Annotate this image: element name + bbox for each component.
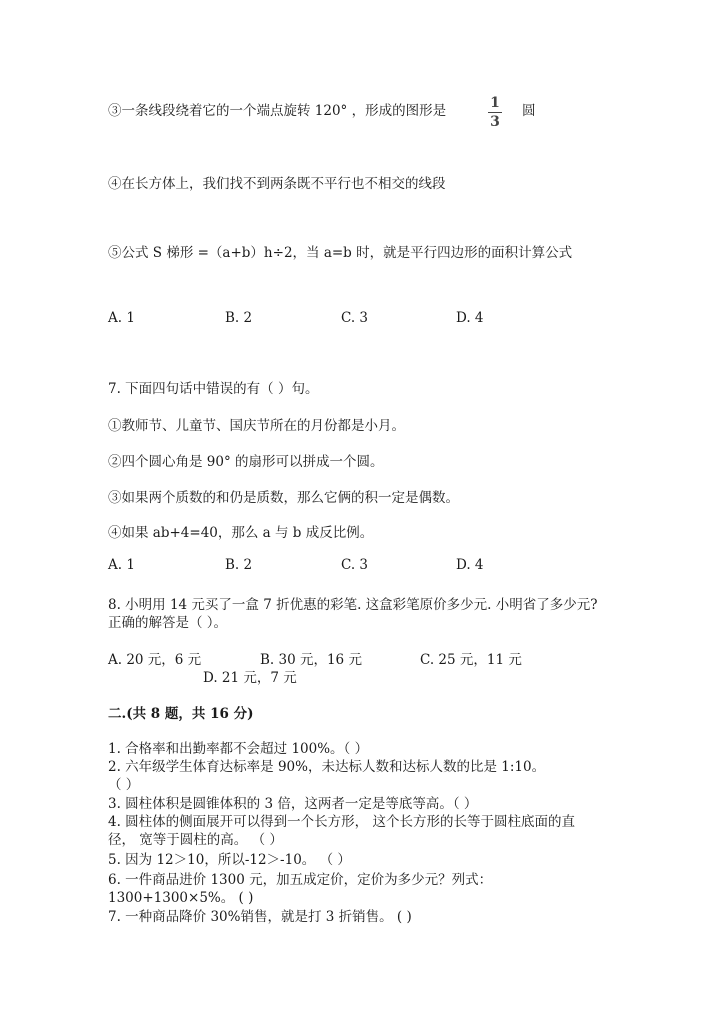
section-2-item-4-cont: 径， 宽等于圆柱的高。 （ ） xyxy=(108,832,283,848)
section-2-item-1: 1. 合格率和出勤率都不会超过 100%。（ ） xyxy=(108,741,369,757)
q6-statement-3-suffix: 圆 xyxy=(522,103,536,119)
q7-stem: 7. 下面四句话中错误的有（ ）句。 xyxy=(108,381,319,397)
section-2-item-6-cont: 1300+1300×5%。 ( ) xyxy=(108,890,254,906)
q6-option-a: A. 1 xyxy=(108,310,135,326)
q8-option-d: D. 21 元，7 元 xyxy=(203,670,297,686)
fraction-numerator: 1 xyxy=(490,95,500,111)
q6-option-b: B. 2 xyxy=(225,310,253,326)
q6-option-d: D. 4 xyxy=(456,310,484,326)
fraction-denominator: 3 xyxy=(490,114,500,130)
section-2-item-3: 3. 圆柱体积是圆锥体积的 3 倍，这两者一定是等底等高。（ ） xyxy=(108,796,478,812)
q8-option-a: A. 20 元，6 元 xyxy=(108,652,202,668)
q7-statement-2: ②四个圆心角是 90° 的扇形可以拼成一个圆。 xyxy=(108,454,384,470)
q6-option-c: C. 3 xyxy=(341,310,369,326)
q7-option-d: D. 4 xyxy=(456,557,484,573)
section-2-item-6: 6. 一件商品进价 1300 元，加五成定价，定价为多少元？列式： xyxy=(108,872,493,888)
q6-statement-3-text: ③一条线段绕着它的一个端点旋转 120° ，形成的图形是 xyxy=(108,103,447,119)
section-2-item-5: 5. 因为 12＞10，所以-12＞-10。 （ ） xyxy=(108,852,351,868)
section-2-item-2-blank: （ ） xyxy=(108,777,140,793)
section-2-item-7: 7. 一种商品降价 30%销售，就是打 3 折销售。 ( ) xyxy=(108,909,412,925)
q7-statement-1: ①教师节、儿童节、国庆节所在的月份都是小月。 xyxy=(108,418,405,434)
q7-statement-4: ④如果 ab+4=40，那么 a 与 b 成反比例。 xyxy=(108,525,374,541)
fraction-one-third xyxy=(488,96,502,129)
section-2-item-4: 4. 圆柱体的侧面展开可以得到一个长方形， 这个长方形的长等于圆柱底面的直 xyxy=(108,814,575,830)
fraction-bar xyxy=(488,112,502,113)
q8-stem-line-2: 正确的解答是（ ）。 xyxy=(108,615,228,631)
section-2-heading: 二.(共 8 题，共 16 分) xyxy=(108,706,254,722)
q7-option-c: C. 3 xyxy=(341,557,369,573)
q6-statement-4: ④在长方体上，我们找不到两条既不平行也不相交的线段 xyxy=(108,176,446,192)
q7-statement-3: ③如果两个质数的和仍是质数，那么它俩的积一定是偶数。 xyxy=(108,490,459,506)
q8-option-c: C. 25 元，11 元 xyxy=(420,652,522,668)
q6-statement-5: ⑤公式 S 梯形 =（a+b）h÷2，当 a=b 时，就是平行四边形的面积计算公式 xyxy=(108,245,573,261)
q8-stem-line-1: 8. 小明用 14 元买了一盒 7 折优惠的彩笔. 这盒彩笔原价多少元. 小明省了多少元? xyxy=(108,597,598,613)
q7-option-a: A. 1 xyxy=(108,557,135,573)
q7-option-b: B. 2 xyxy=(225,557,253,573)
section-2-item-2: 2. 六年级学生体育达标率是 90%，未达标人数和达标人数的比是 1:10。 xyxy=(108,759,546,775)
q8-option-b: B. 30 元，16 元 xyxy=(260,652,362,668)
q6-statement-3 xyxy=(108,99,446,119)
